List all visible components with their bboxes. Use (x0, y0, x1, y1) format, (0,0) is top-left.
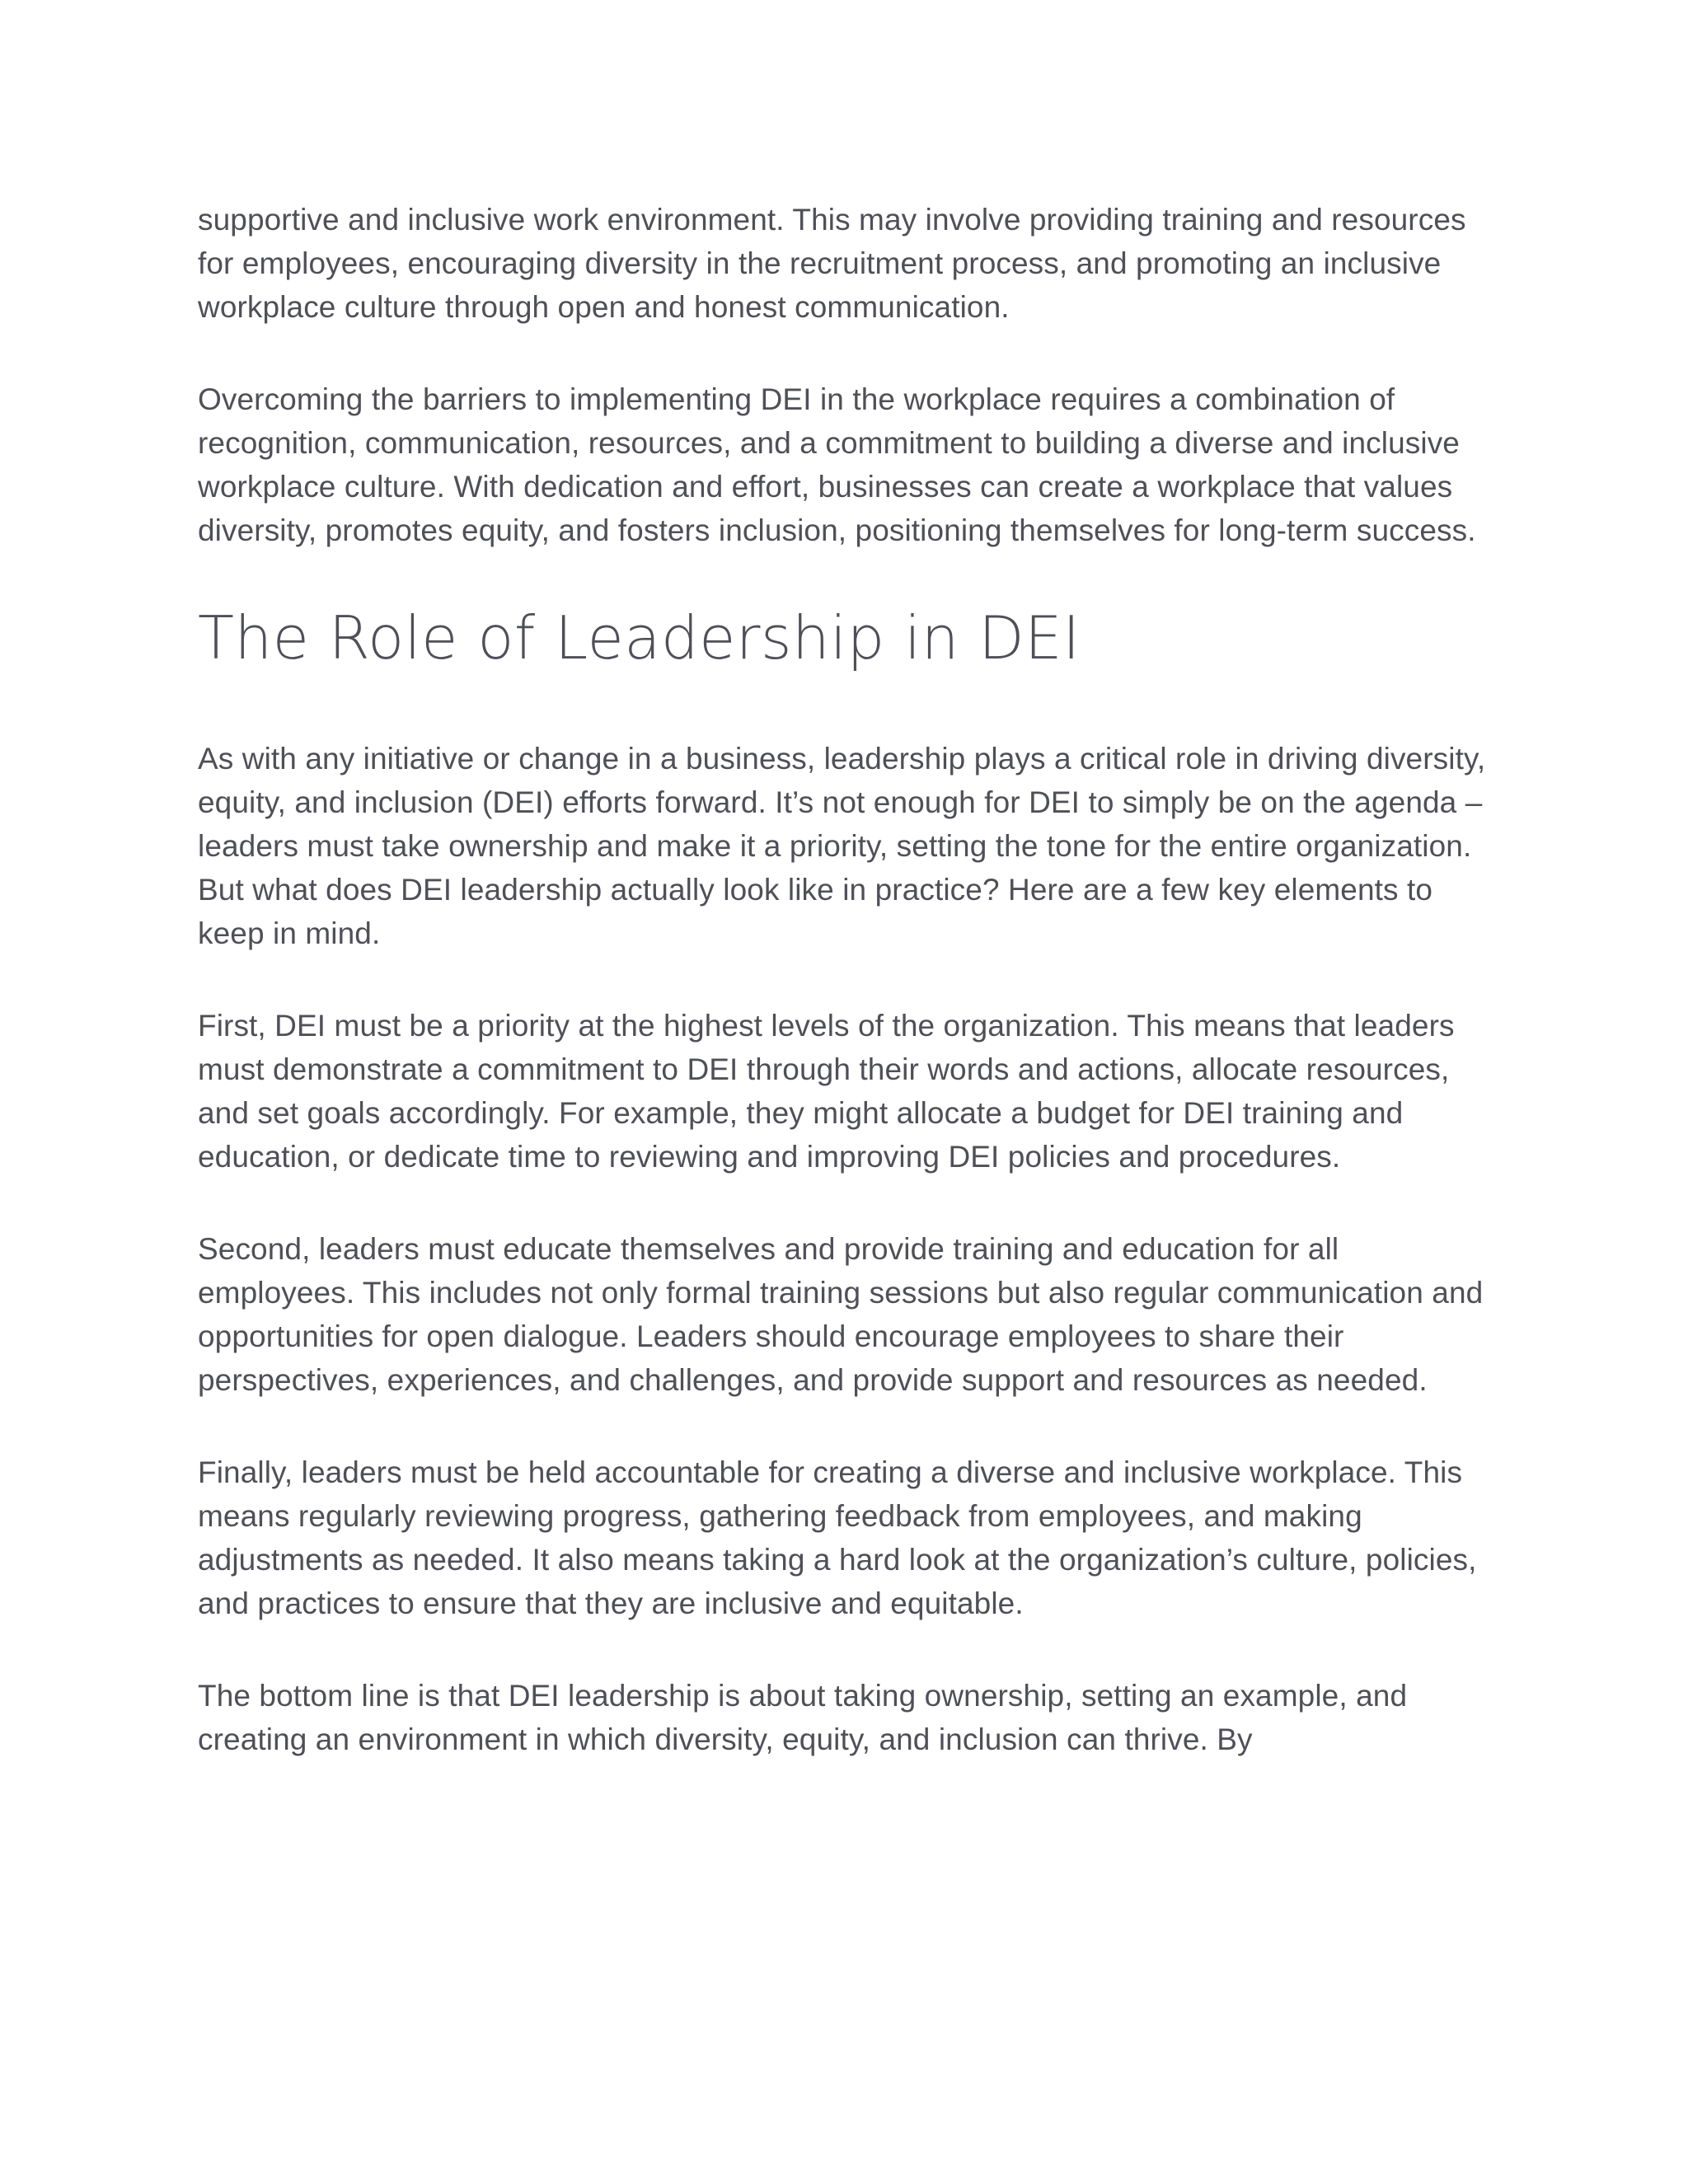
paragraph-first-priority: First, DEI must be a priority at the highest levels of the organization. This means that leaders must demonstrate a commitment to DEI through their words and actions, allocate resources, and set goals accordingly. For example, they might allocate a budget for DEI training and education, or dedicate time to reviewing and improving DEI policies and procedures. (198, 1009, 1455, 1174)
paragraph-finally-accountability: Finally, leaders must be held accountable for creating a diverse and inclusive workplace. This means regularly reviewing progress, gathering feedback from employees, and making adjustments as needed. It also means taking a hard look at the organization’s culture, policies, and practices to ensure that they are inclusive and equitable. (198, 1455, 1477, 1620)
paragraph-overcoming-barriers: Overcoming the barriers to implementing DEI in the workplace requires a combination of recognition, communication, resources, and a commitment to building a diverse and inclusive workplace culture. With dedication and effort, businesses can create a workplace that values diversity, promotes equity, and fosters inclusion, positioning themselves for long-term success. (198, 382, 1476, 547)
paragraph-second-education: Second, leaders must educate themselves and provide training and education for all employees. This includes not only formal training sessions but also regular communication and opportunities for open dialogue. Leaders should encourage employees to share their perspectives, experiences, and challenges, and provide support and resources as needed. (198, 1232, 1484, 1397)
paragraph-inclusive-environment: supportive and inclusive work environment. This may involve providing training and resources for employees, encouraging diversity in the recruitment process, and promoting an inclusive workplace culture through open and honest communication. (198, 203, 1466, 324)
document-page (198, 198, 1500, 1810)
section-heading: The Role of Leadership in DEI (198, 603, 1081, 673)
paragraph-leadership-role: As with any initiative or change in a business, leadership plays a critical role in driving diversity, equity, and inclusion (DEI) efforts forward. It’s not enough for DEI to simply be on the agenda – leaders must take ownership and make it a priority, setting the tone for the entire organization. But what does DEI leadership actually look like in practice? Here are a few key elements to keep in mind. (198, 742, 1486, 950)
paragraph-bottom-line: The bottom line is that DEI leadership is about taking ownership, setting an example, and creating an environment in which diversity, equity, and inclusion can thrive. By (198, 1679, 1408, 1756)
